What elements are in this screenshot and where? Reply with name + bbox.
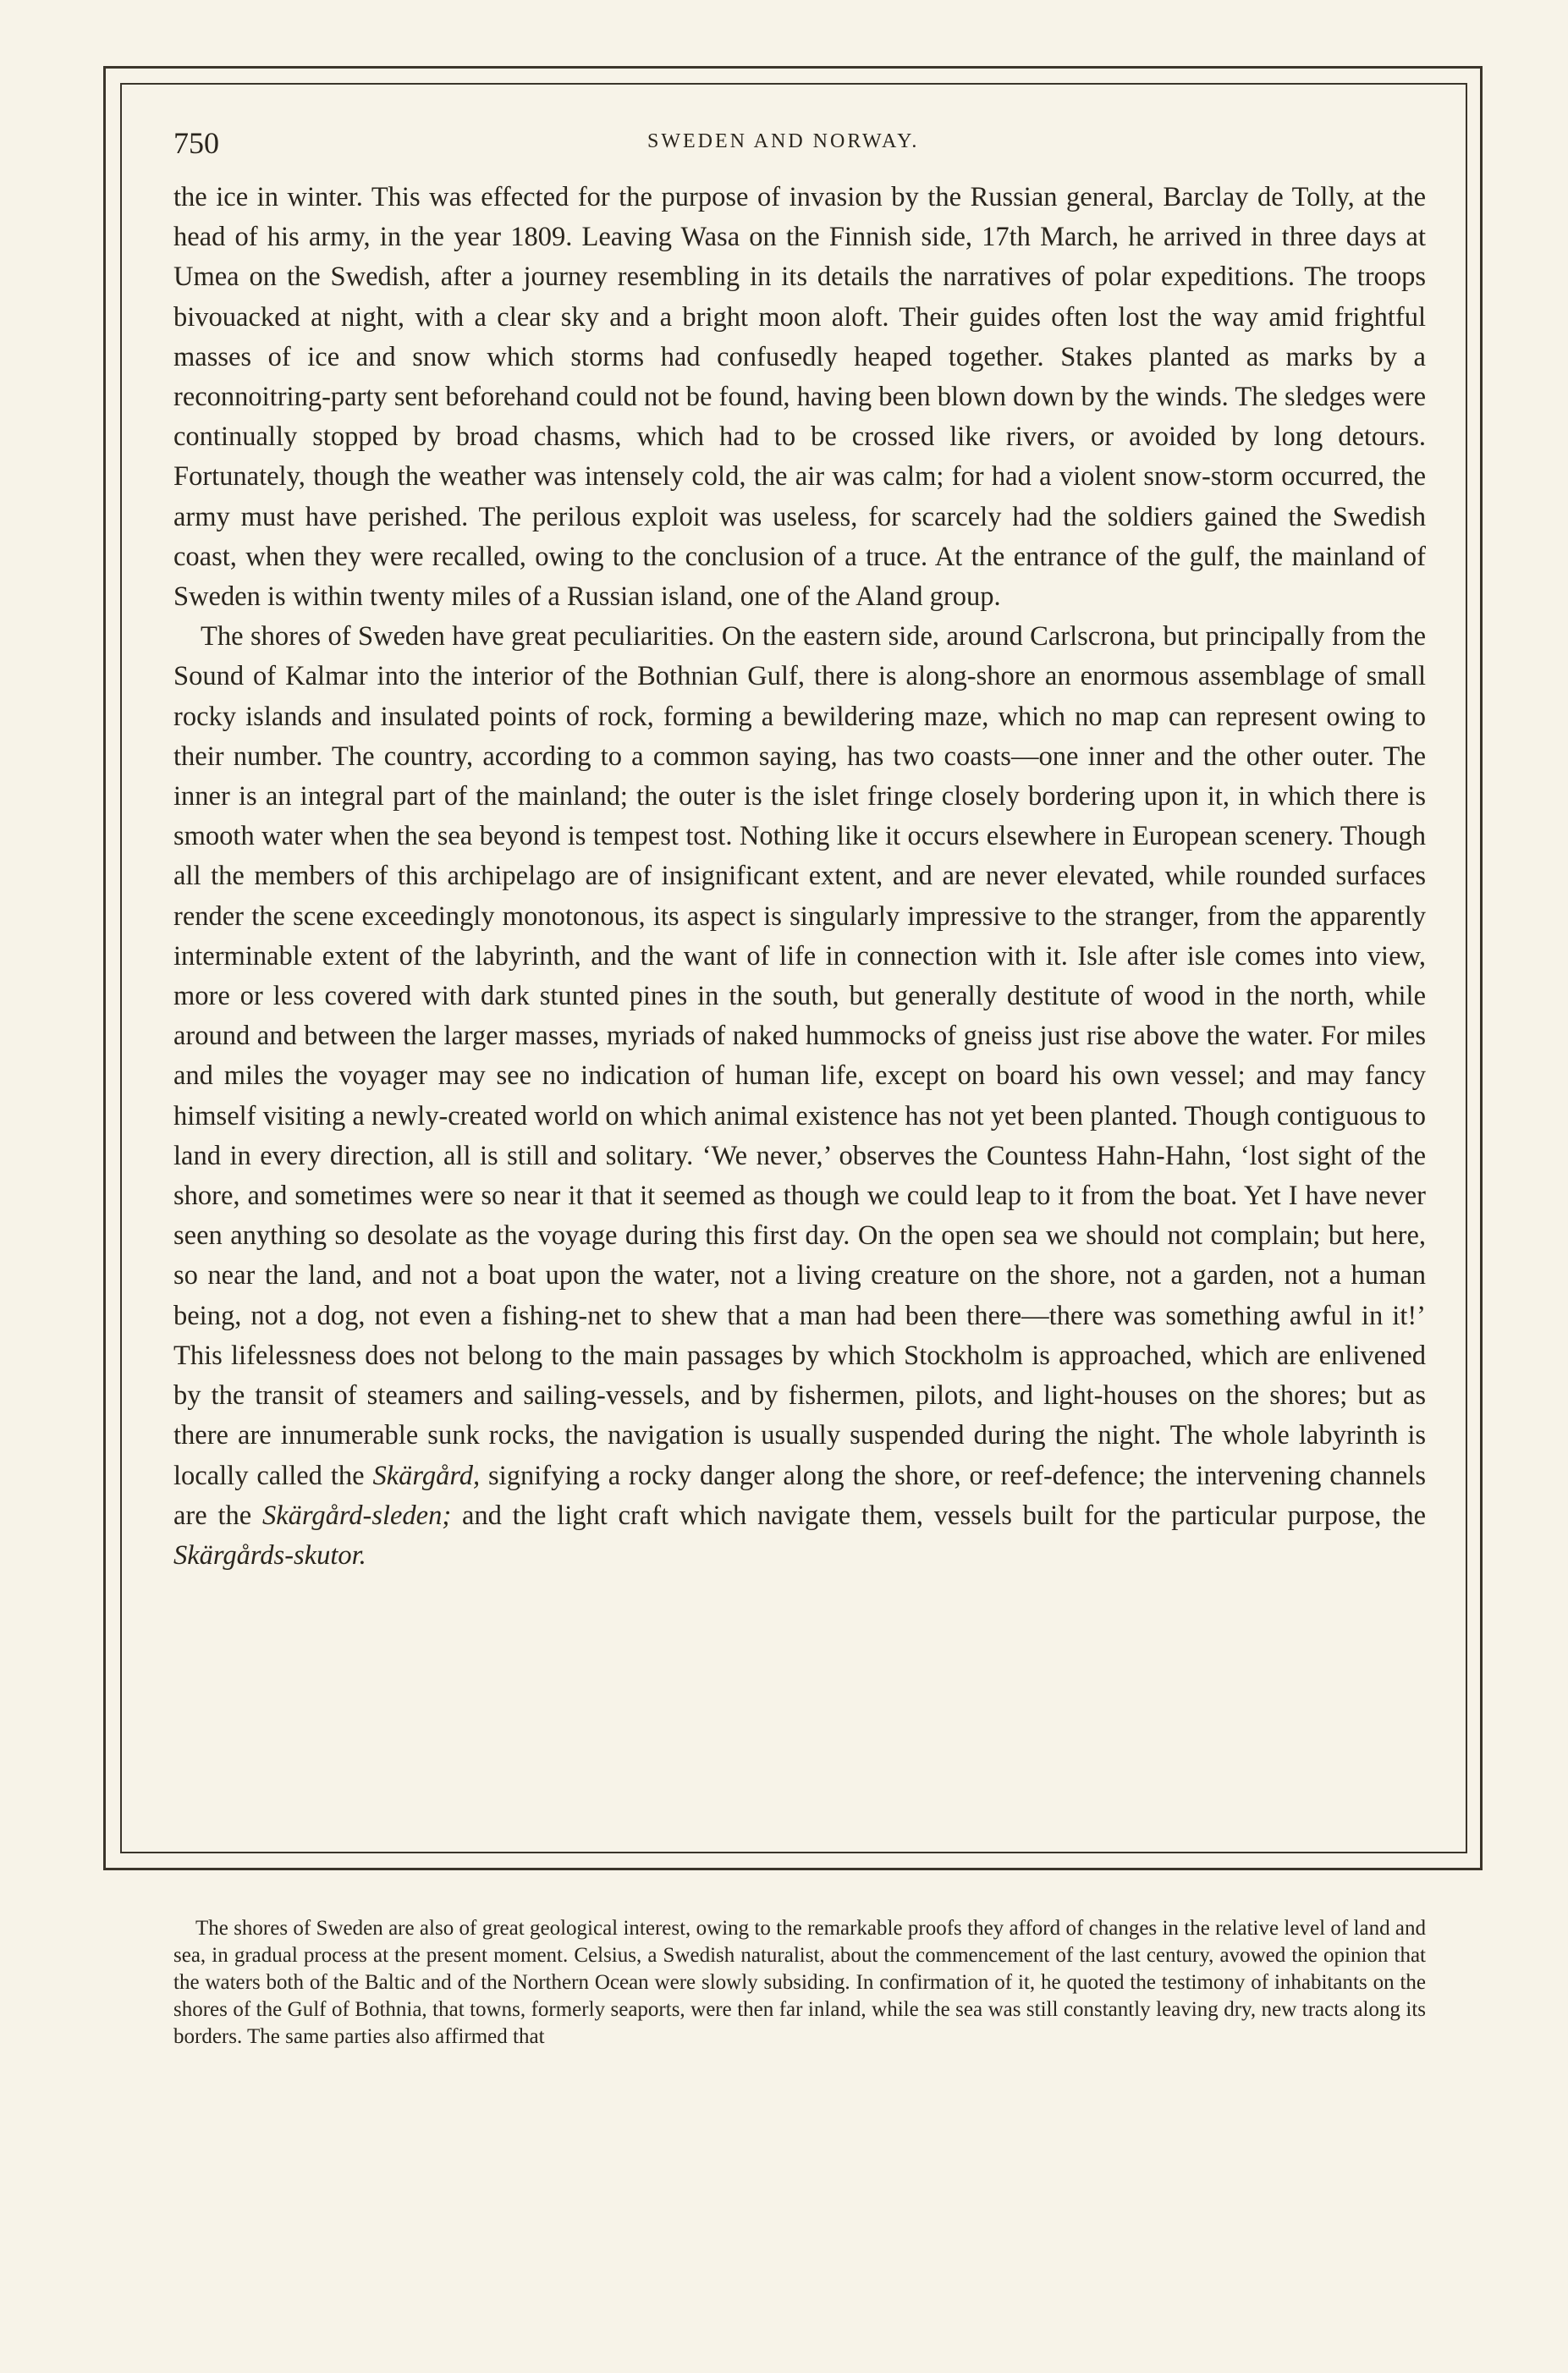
page-header xyxy=(173,125,1472,159)
page-number: 750 xyxy=(173,126,219,160)
footnote xyxy=(173,1915,1426,2051)
paragraph-text: The shores of Sweden have great peculiarities. On the eastern side, around Carlscrona, but principally from the Sound of Kalmar into the interior of the Bothnian Gulf, there is along-shore an enormous assemblage of small rocky islands and insulated points of rock, forming a bewildering maze, which no map can represent owing to their number. The country, according to a common saying, has two coasts—one inner and the other outer. The inner is an integral part of the mainland; the outer is the islet fringe closely bordering upon it, in which there is smooth water when the sea beyond is tempest tost. Nothing like it occurs elsewhere in European scenery. Though all the members of this archipelago are of insignificant extent, and are never elevated, while rounded surfaces render the scene exceedingly monotonous, its aspect is singularly impressive to the stranger, from the apparently interminable extent of the labyrinth, and the want of life in connection with it. Isle after isle comes into view, more or less covered with dark stunted pines in the south, but generally destitute of wood in the north, while around and between the larger masses, myriads of naked hummocks of gneiss just rise above the water. For miles and miles the voyager may see no indication of human life, except on board his own vessel; and may fancy himself visiting a newly-created world on which animal existence has not yet been planted. Though contiguous to land in every direction, all is still and solitary. ‘We never,’ observes the Countess Hahn-Hahn, ‘lost sight of the shore, and sometimes were so near it that it seemed as though we could leap to it from the boat. Yet I have never seen anything so desolate as the voyage during this first day. On the open sea we should not complain; but here, so near the land, and not a boat upon the water, not a living creature on the shore, not a garden, not a human being, not a dog, not even a fishing-net to shew that a man had been there—there was something awful in it!’ This lifelessness does not belong to the main passages by which Stockholm is approached, which are enlivened by the transit of steamers and sailing-vessels, and by fishermen, pilots, and light-houses on the shores; but as there are innumerable sunk rocks, the navigation is usually suspended during the night. The whole labyrinth is locally called the xyxy=(173,621,1426,1491)
paragraph-text: signifying a rocky danger along the shore, or reef-defence; the intervening channels are the xyxy=(173,1460,1426,1531)
paragraph xyxy=(173,178,1426,617)
paragraph-text: and the light craft which navigate them, vessels built for the particular purpose, the xyxy=(451,1500,1426,1531)
term-skargards-skutor: Skärgårds-skutor. xyxy=(173,1539,366,1571)
term-skargard-sleden: Skärgård-sleden; xyxy=(261,1500,452,1531)
term-skargard: Skärgård, xyxy=(372,1460,481,1491)
running-title: SWEDEN AND NORWAY. xyxy=(647,130,920,152)
main-text xyxy=(173,178,1426,1576)
footnote-text: The shores of Sweden are also of great geological interest, owing to the remarkable proofs they afford of changes in the relative level of land and sea, in gradual process at the present moment. Celsius, a Swedish naturalist, about the commencement of the last century, avowed the opinion that the waters both of the Baltic and of the Northern Ocean were slowly subsiding. In confirmation of it, he quoted the testimony of inhabitants on the shores of the Gulf of Bothnia, that towns, formerly seaports, were then far inland, while the sea was still constantly leaving dry, new tracts along its borders. The same parties also affirmed that xyxy=(173,1917,1426,2048)
paragraph xyxy=(173,617,1426,1576)
paragraph-text: the ice in winter. This was effected for the purpose of invasion by the Russian general, Barclay de Tolly, at the head of his army, in the year 1809. Leaving Wasa on the Finnish side, 17th March, he arrived in three days at Umea on the Swedish, after a journey resembling in its details the narratives of polar expeditions. The troops bivouacked at night, with a clear sky and a bright moon aloft. Their guides often lost the way amid frightful masses of ice and snow which storms had confusedly heaped together. Stakes planted as marks by a reconnoitring-party sent beforehand could not be found, having been blown down by the winds. The sledges were continually stopped by broad chasms, which had to be crossed like rivers, or avoided by long detours. Fortunately, though the weather was intensely cold, the air was calm; for had a violent snow-storm occurred, the army must have perished. The perilous exploit was useless, for scarcely had the soldiers gained the Swedish coast, when they were recalled, owing to the conclusion of a truce. At the entrance of the gulf, the mainland of Sweden is within twenty miles of a Russian island, one of the Aland group. xyxy=(173,182,1426,613)
